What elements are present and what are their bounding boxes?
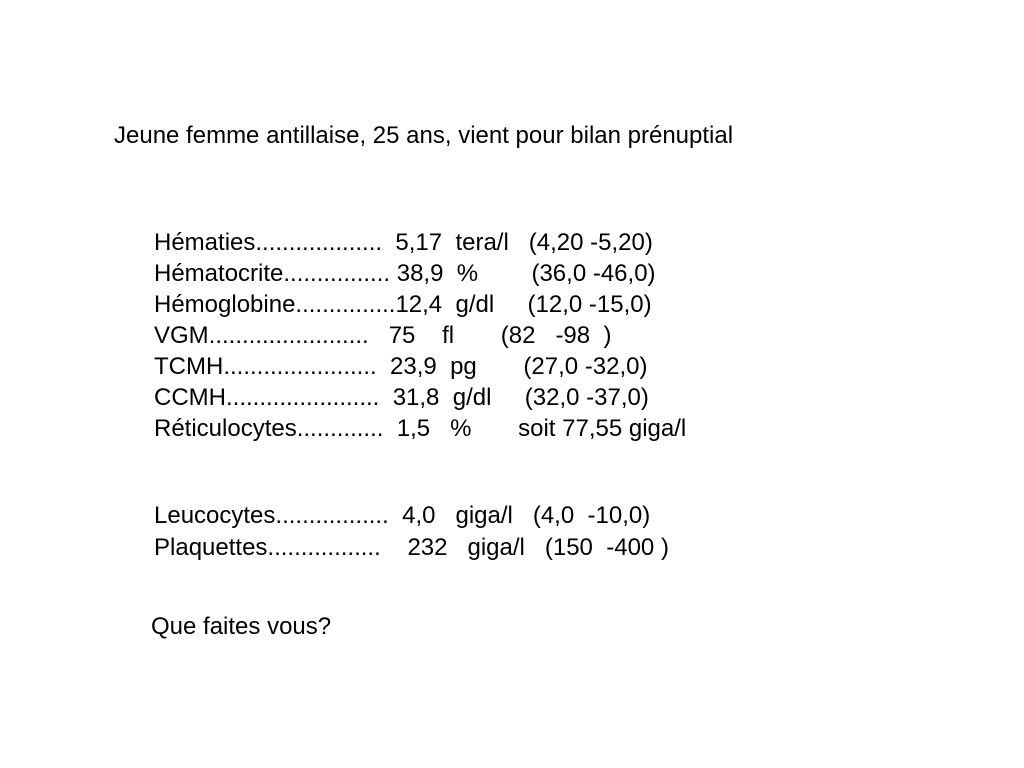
lab-line-reticulocytes: Réticulocytes............. 1,5 % soit 77,55 giga/l (154, 415, 687, 442)
lab-line-ccmh: CCMH....................... 31,8 g/dl (32,0 -37,0) (154, 384, 649, 411)
lab-line-leucocytes: Leucocytes................. 4,0 giga/l (4,0 -10,0) (154, 502, 651, 529)
lab-line-tcmh: TCMH....................... 23,9 pg (27,0 -32,0) (154, 353, 648, 380)
lab-line-hematies: Hématies................... 5,17 tera/l (4,20 -5,20) (154, 229, 653, 256)
red-cell-results-list (154, 227, 686, 444)
other-results-list (154, 500, 669, 564)
question-text: Que faites vous? (151, 613, 332, 640)
lab-line-plaquettes: Plaquettes................. 232 giga/l (150 -400 ) (154, 534, 669, 561)
lab-line-vgm: VGM........................ 75 fl (82 -98 ) (154, 322, 612, 349)
lab-line-hematocrite: Hématocrite................ 38,9 % (36,0 -46,0) (154, 260, 656, 287)
lab-line-hemoglobine: Hémoglobine...............12,4 g/dl (12,0 -15,0) (154, 291, 652, 318)
case-title: Jeune femme antillaise, 25 ans, vient pour bilan prénuptial (114, 122, 734, 149)
